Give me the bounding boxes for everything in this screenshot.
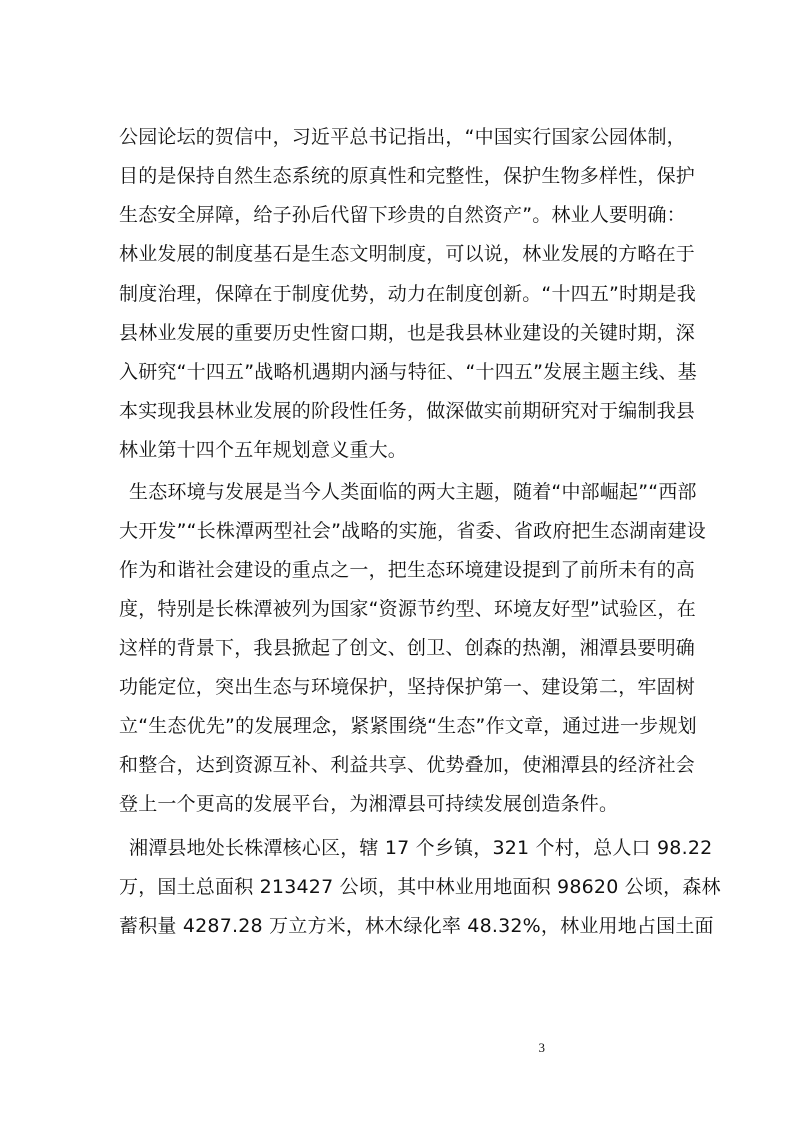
text-line: 林业发展的制度基石是生态文明制度，可以说，林业发展的方略在于 [119, 243, 696, 265]
text-line: 这样的背景下，我县掀起了创文、创卫、创森的热潮，湘潭县要明确 [119, 637, 696, 659]
text-line: 作为和谐社会建设的重点之一，把生态环境建设提到了前所未有的高 [119, 559, 696, 581]
text-line: 万，国土总面积 213427 公顷，其中林业用地面积 98620 公顷，森林 [119, 876, 721, 898]
text-line: 林业第十四个五年规划意义重大。 [119, 439, 408, 461]
page-number: 3 [538, 1040, 545, 1055]
text-line: 大开发”“长株潭两型社会”战略的实施，省委、省政府把生态湖南建设 [119, 520, 706, 542]
text-line: 功能定位，突出生态与环境保护，坚持保护第一、建设第二，牢固树 [119, 676, 696, 698]
text-line: 生态环境与发展是当今人类面临的两大主题，随着“中部崛起”“西部 [129, 481, 697, 503]
text-line: 登上一个更高的发展平台，为湘潭县可持续发展创造条件。 [119, 793, 619, 815]
text-line: 度，特别是长株潭被列为国家“资源节约型、环境友好型”试验区，在 [119, 598, 696, 620]
text-line: 制度治理，保障在于制度优势，动力在制度创新。“十四五”时期是我 [119, 283, 696, 305]
text-line: 入研究“十四五”战略机遇期内涵与特征、“十四五”发展主题主线、基 [119, 361, 697, 383]
text-line: 目的是保持自然生态系统的原真性和完整性，保护生物多样性，保护 [119, 165, 696, 187]
text-line: 公园论坛的贺信中，习近平总书记指出，“中国实行国家公园体制， [119, 126, 686, 148]
text-line: 县林业发展的重要历史性窗口期，也是我县林业建设的关键时期，深 [119, 322, 696, 344]
text-line: 湘潭县地处长株潭核心区，辖 17 个乡镇，321 个村，总人口 98.22 [129, 837, 713, 859]
text-line: 和整合，达到资源互补、利益共享、优势叠加，使湘潭县的经济社会 [119, 754, 696, 776]
text-line: 蓄积量 4287.28 万立方米，林木绿化率 48.32%，林业用地占国土面 [119, 915, 714, 937]
text-line: 生态安全屏障，给子孙后代留下珍贵的自然资产”。林业人要明确： [119, 204, 686, 226]
text-line: 本实现我县林业发展的阶段性任务，做深做实前期研究对于编制我县 [119, 400, 696, 422]
text-line: 立“生态优先”的发展理念，紧紧围绕“生态”作文章，通过进一步规划 [119, 715, 697, 737]
